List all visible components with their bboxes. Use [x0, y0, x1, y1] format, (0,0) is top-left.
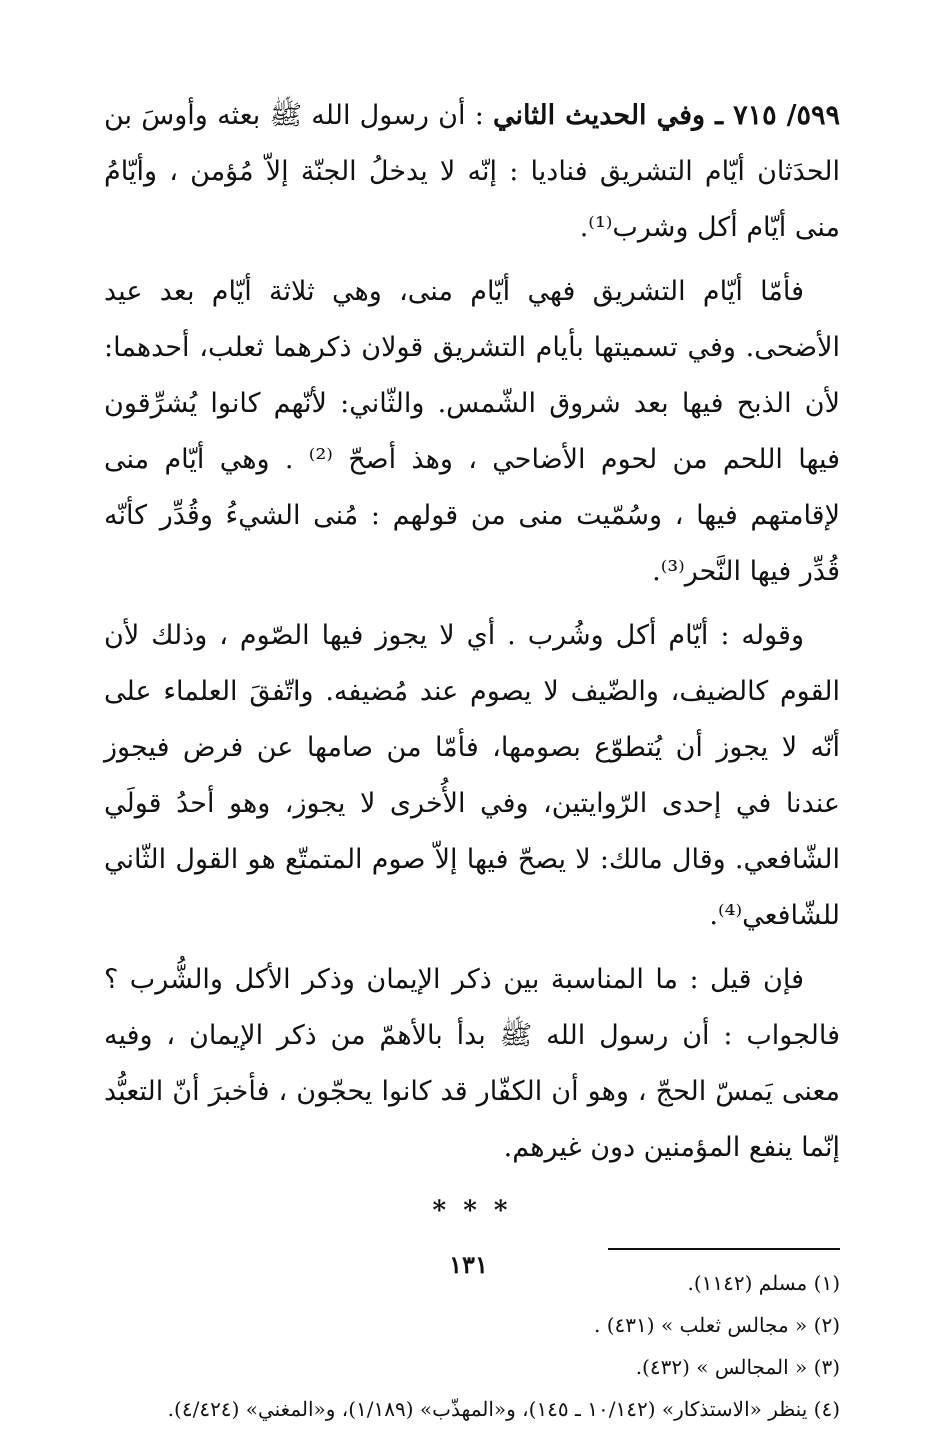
page-body — [104, 88, 840, 1430]
hadith-number-heading: ٥٩٩/ ٧١٥ ـ وفي الحديث الثاني — [493, 100, 841, 131]
paragraph-tashriq: فأمّا أيّام التشريق فهي أيّام منى، وهي ثلاثة أيّام بعد عيد الأضحى. وفي تسميتها بأيام التشريق قولان ذكرهما ثعلب، أحدهما: لأن الذبح فيها بعد شروق الشّمس. والثّاني: لأنّهم كانوا يُشرِّقون فيها اللحم من لحوم الأضاحي ، وهذ أصحّ ⁽²⁾ . وهي أيّام منى لإقامتهم فيها ، وسُمّيت منى من قولهم : مُنى الشيءُ وقُدِّر كأنّه قُدِّر فيها النَّحر⁽³⁾. — [104, 276, 841, 587]
footnotes — [104, 1262, 840, 1430]
footnote-3: (٣) « المجالس » (٤٣٢). — [635, 1355, 840, 1379]
paragraph-hadith — [104, 88, 840, 256]
page-number: ١٣١ — [449, 1250, 488, 1279]
paragraph-akl-shurb: وقوله : أيّام أكل وشُرب . أي لا يجوز فيها الصّوم ، وذلك لأن القوم كالضيف، والضّيف لا يصوم عند مُضيفه. واتّفقَ العلماء على أنّه لا يجوز أن يُتطوّع بصومها، فأمّا من صامها عن فرض فيجوز عندنا في إحدى الرّوايتين، وفي الأُخرى لا يجوز، وهو أحدُ قولَي الشّافعي. وقال مالك: لا يصحّ فيها إلاّ صوم المتمتّع هو القول الثّاني للشّافعي⁽⁴⁾. — [104, 620, 840, 931]
section-separator: * * * — [432, 1196, 512, 1226]
hadith-text: : أن رسول الله ﷺ بعثه وأوسَ بن الحدَثان أيّام التشريق فناديا : إنّه لا يدخلُ الجنّة إلاّ مُؤمن ، وأيّامُ منى أيّام أكل وشرب⁽¹⁾. — [104, 100, 840, 243]
footnote-4: (٤) ينظر «الاستذكار» (١٠/١٤٢ ـ ١٤٥)، و«المهذّب» (١/١٨٩)، و«المغني» (٤/٤٢٤). — [167, 1397, 840, 1421]
footnote-2: (٢) « مجالس ثعلب » (٤٣١) . — [594, 1313, 840, 1337]
paragraph-question-answer: فإن قيل : ما المناسبة بين ذكر الإيمان وذكر الأكل والشُّرب ؟ فالجواب : أن رسول الله ﷺ بدأ بالأهمّ من ذكر الإيمان ، وفيه معنى يَمسّ الحجّ ، وهو أن الكفّار قد كانوا يحجّون ، فأخبرَ أنّ التعبُّد إنّما ينفع المؤمنين دون غيرهم. — [104, 964, 840, 1163]
footnote-1: (١) مسلم (١١٤٢). — [687, 1271, 840, 1295]
